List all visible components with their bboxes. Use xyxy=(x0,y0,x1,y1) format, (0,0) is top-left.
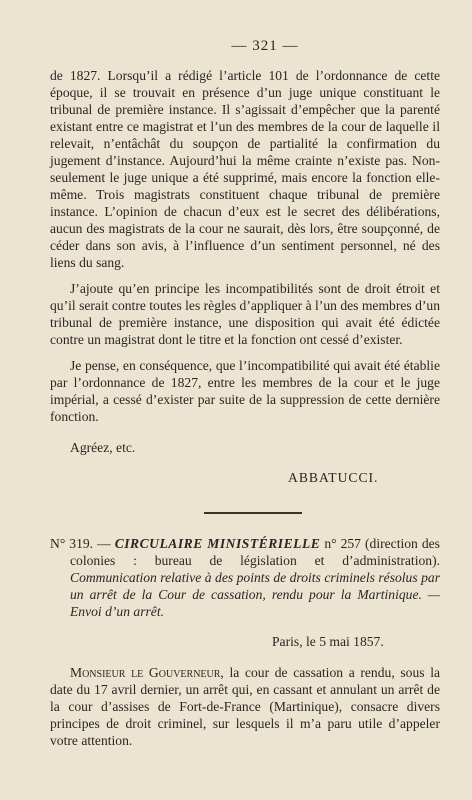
signature: ABBATUCCI. xyxy=(288,470,379,485)
circular-heading xyxy=(50,535,440,620)
salutation: Monsieur le Gouverneur, xyxy=(70,665,224,680)
page-number: — 321 — xyxy=(231,38,299,54)
circular-heading-text xyxy=(50,535,440,620)
circular-title: CIRCULAIRE MINISTÉRIELLE xyxy=(114,536,321,551)
circular-reference: n° 257 (direction des colonies : bureau de législation et d’administration). xyxy=(70,536,440,568)
paragraph-2: J’ajoute qu’en principe les incompatibilités sont de droit étroit et qu’il serait contre toutes les règles d’appliquer à l’un des membres d’un tribunal de première instance, une disposition qui avait été édictée contre un magistrat dont le titre et la fonction ont cessé d’exister. xyxy=(50,281,440,347)
circular-dispatch: — Envoi d’un arrêt. xyxy=(70,587,440,619)
paragraph-1: de 1827. Lorsqu’il a rédigé l’article 101 de l’ordonnance de cette époque, il se trouvait en présence d’un juge unique constituant le tribunal de première instance. Il s’agissait d’empêcher que la parenté existant entre ce magistrat et l’un des membres de la cour de laquelle il relevait, n’entâchât du soupçon de partialité la confirmation du jugement d’instance. Aujourd’hui la même crainte n’existe pas. Non-seulement le juge unique a été supprimé, mais encore la fonction elle-même. Trois magistrats constituent chaque tribunal de première instance. L’opinion de chacun d’eux est le secret des délibérations, aucun des magistrats de la cour ne saurait, dès lors, être soupçonné, de céder dans son avis, à l’influence d’un sentiment personnel, né des liens du sang. xyxy=(50,68,440,270)
circular-number: N° 319. — xyxy=(50,536,111,551)
letter-body xyxy=(50,664,440,749)
paragraph-3: Je pense, en conséquence, que l’incompatibilité qui avait été établie par l’ordonnance de 1827, entre les membres de la cour et le juge impérial, a cessé d’exister par suite de la suppression de cette dernière fonction. xyxy=(50,358,440,424)
section-divider xyxy=(204,512,302,514)
letter-text: la cour de cassation a rendu, sous la date du 17 avril dernier, un arrêt qui, en cassant et annulant un arrêt de la cour d’assises de Fort-de-France (Martinique), consacre divers principes de droit criminel, sur lesquels il m’a paru utile d’appeler votre attention. xyxy=(50,665,441,748)
closing-formula: Agréez, etc. xyxy=(70,440,136,455)
circular-description: Communication relative à des points de droits criminels résolus par un arrêt de la Cour de cassation, rendu pour la Martinique. xyxy=(70,570,440,602)
date-line: Paris, le 5 mai 1857. xyxy=(272,634,384,649)
